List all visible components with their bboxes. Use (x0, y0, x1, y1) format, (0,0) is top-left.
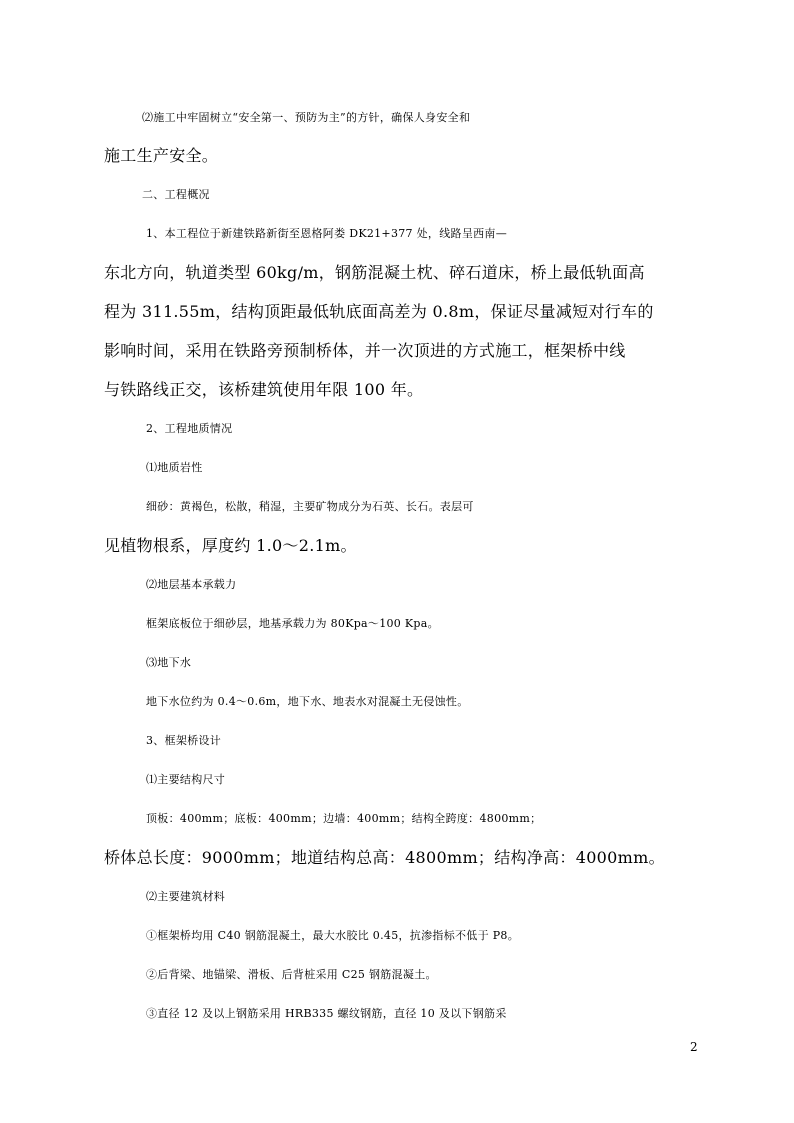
text-line-24: ③直径 12 及以上钢筋采用 HRB335 螺纹钢筋，直径 10 及以下钢筋采 (146, 1007, 507, 1020)
text-line-11: 细砂：黄褐色，松散，稍湿，主要矿物成分为石英、长石。表层可 (146, 500, 474, 513)
subheading-groundwater: ⑶地下水 (146, 656, 192, 669)
section-heading-geology: 2、工程地质情况 (146, 422, 233, 435)
text-line-12: 见植物根系，厚度约 1.0～2.1m。 (104, 536, 357, 555)
section-heading-design: 3、框架桥设计 (146, 734, 222, 747)
subheading-lithology: ⑴地质岩性 (146, 461, 203, 474)
text-line-5: 东北方向，轨道类型 60kg/m，钢筋混凝土枕、碎石道床，桥上最低轨面高 (104, 263, 645, 282)
page-number: 2 (690, 1040, 698, 1054)
subheading-bearing-capacity: ⑵地层基本承载力 (146, 578, 237, 591)
text-line-1: ⑵施工中牢固树立“安全第一、预防为主”的方针，确保人身安全和 (142, 111, 471, 124)
text-line-7: 影响时间，采用在铁路旁预制桥体，并一次顶进的方式施工，框架桥中线 (104, 341, 626, 360)
subheading-materials: ⑵主要建筑材料 (146, 890, 226, 903)
text-line-16: 地下水位约为 0.4～0.6m，地下水、地表水对混凝土无侵蚀性。 (146, 695, 469, 708)
text-line-23: ②后背梁、地锚梁、滑板、后背桩采用 C25 钢筋混凝土。 (146, 968, 437, 981)
text-line-8: 与铁路线正交，该桥建筑使用年限 100 年。 (104, 380, 424, 399)
section-heading-overview: 二、工程概况 (142, 188, 210, 201)
text-line-14: 框架底板位于细砂层，地基承载力为 80Kpa～100 Kpa。 (146, 617, 439, 630)
text-line-19: 顶板：400mm；底板：400mm；边墙：400mm；结构全跨度：4800mm； (146, 812, 542, 825)
text-line-20: 桥体总长度：9000mm；地道结构总高：4800mm；结构净高：4000mm。 (104, 848, 665, 867)
text-line-4: 1、本工程位于新建铁路新街至恩格阿娄 DK21+377 处，线路呈西南— (146, 227, 508, 240)
text-line-22: ①框架桥均用 C40 钢筋混凝土，最大水胶比 0.45，抗渗指标不低于 P8。 (146, 929, 519, 942)
text-line-6: 程为 311.55m，结构顶距最低轨底面高差为 0.8m，保证尽量减短对行车的 (104, 302, 654, 321)
text-line-2: 施工生产安全。 (104, 146, 219, 165)
subheading-structure-size: ⑴主要结构尺寸 (146, 773, 226, 786)
